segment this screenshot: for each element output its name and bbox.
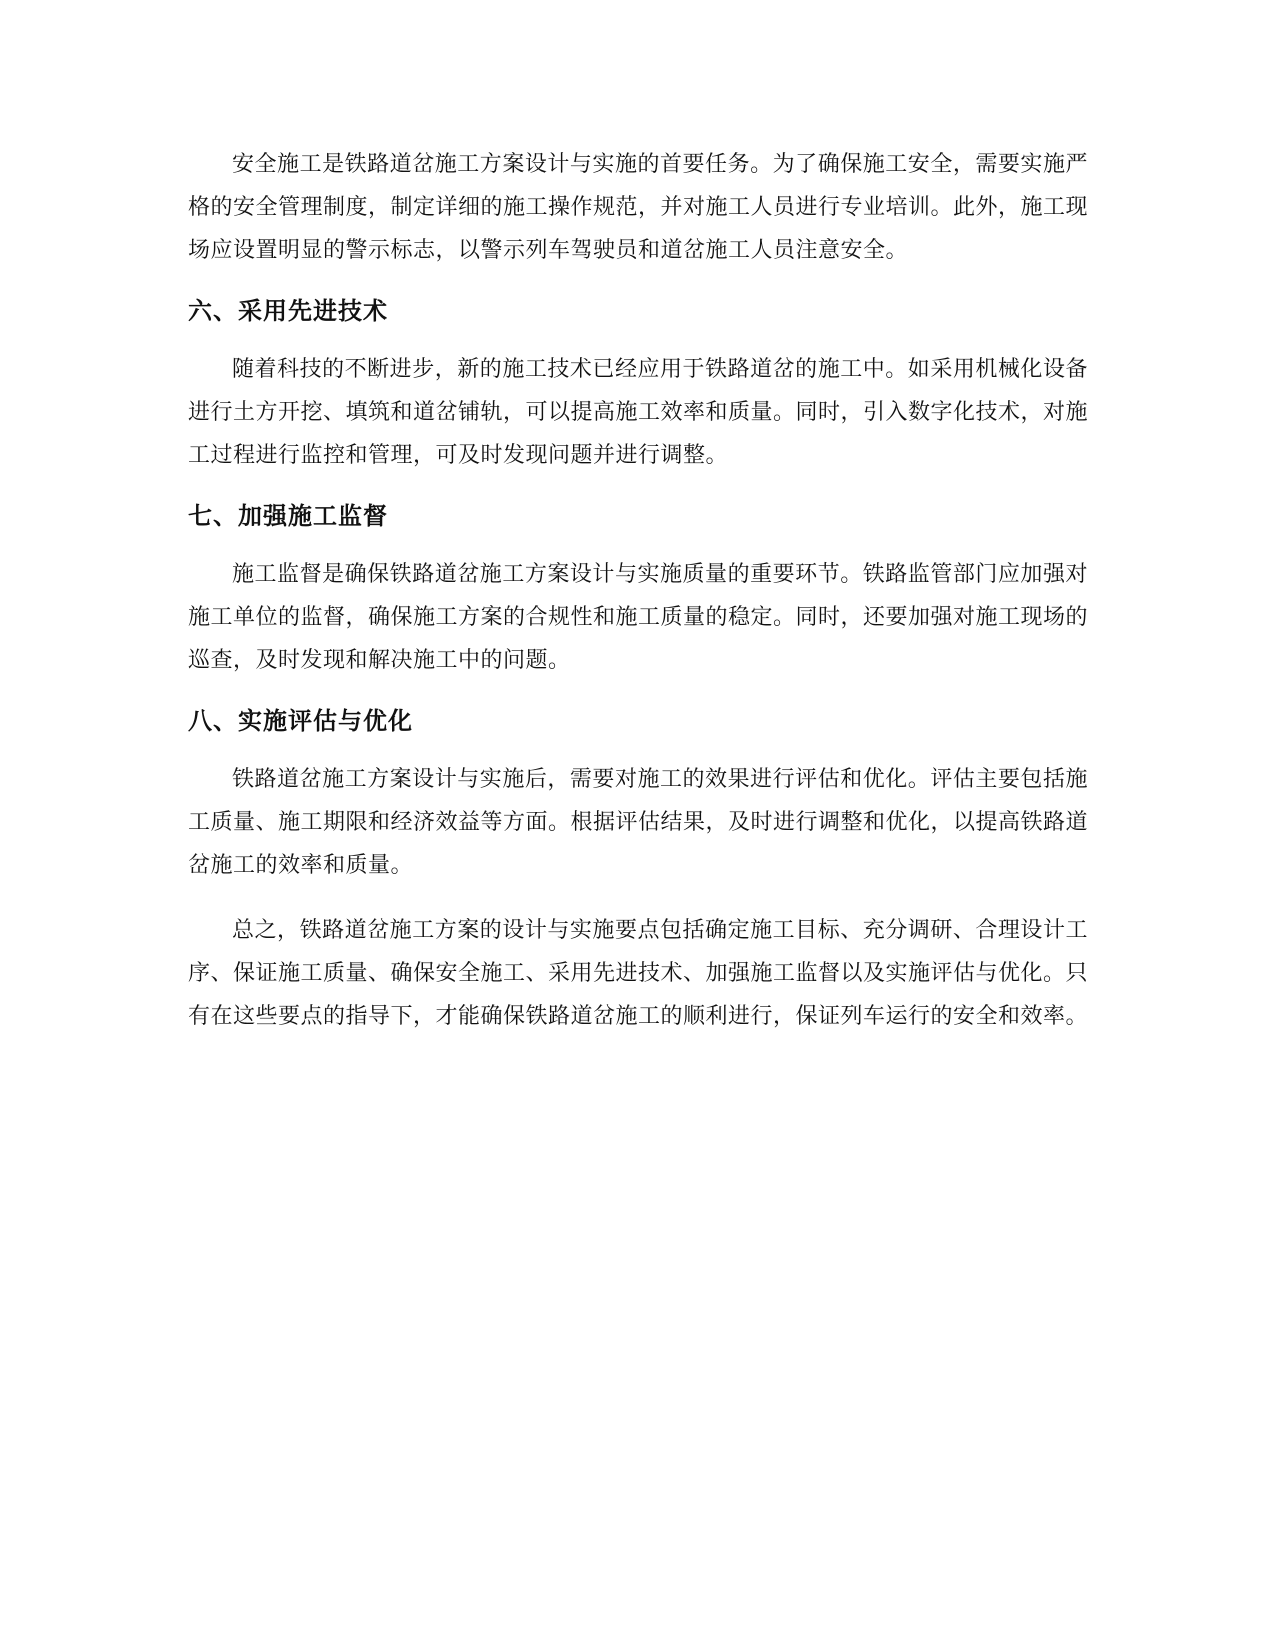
- document-body: [188, 143, 1088, 1060]
- paragraph-conclusion: 总之，铁路道岔施工方案的设计与实施要点包括确定施工目标、充分调研、合理设计工序、保证施工质量、确保安全施工、采用先进技术、加强施工监督以及实施评估与优化。只有在这些要点的指导下，才能确保铁路道岔施工的顺利进行，保证列车运行的安全和效率。: [188, 918, 1089, 1029]
- paragraph-evaluation: 铁路道岔施工方案设计与实施后，需要对施工的效果进行评估和优化。评估主要包括施工质量、施工期限和经济效益等方面。根据评估结果，及时进行调整和优化，以提高铁路道岔施工的效率和质量。: [188, 767, 1089, 878]
- paragraph-supervision: 施工监督是确保铁路道岔施工方案设计与实施质量的重要环节。铁路监管部门应加强对施工单位的监督，确保施工方案的合规性和施工质量的稳定。同时，还要加强对施工现场的巡查，及时发现和解决施工中的问题。: [188, 562, 1089, 673]
- paragraph-advanced-technology: 随着科技的不断进步，新的施工技术已经应用于铁路道岔的施工中。如采用机械化设备进行土方开挖、填筑和道岔铺轨，可以提高施工效率和质量。同时，引入数字化技术，对施工过程进行监控和管理，可及时发现问题并进行调整。: [188, 357, 1089, 468]
- heading-advanced-technology: 六、采用先进技术: [188, 297, 388, 325]
- paragraph-safety: 安全施工是铁路道岔施工方案设计与实施的首要任务。为了确保施工安全，需要实施严格的安全管理制度，制定详细的施工操作规范，并对施工人员进行专业培训。此外，施工现场应设置明显的警示标志，以警示列车驾驶员和道岔施工人员注意安全。: [188, 152, 1089, 263]
- heading-evaluation: 八、实施评估与优化: [188, 707, 413, 735]
- heading-supervision: 七、加强施工监督: [188, 502, 388, 530]
